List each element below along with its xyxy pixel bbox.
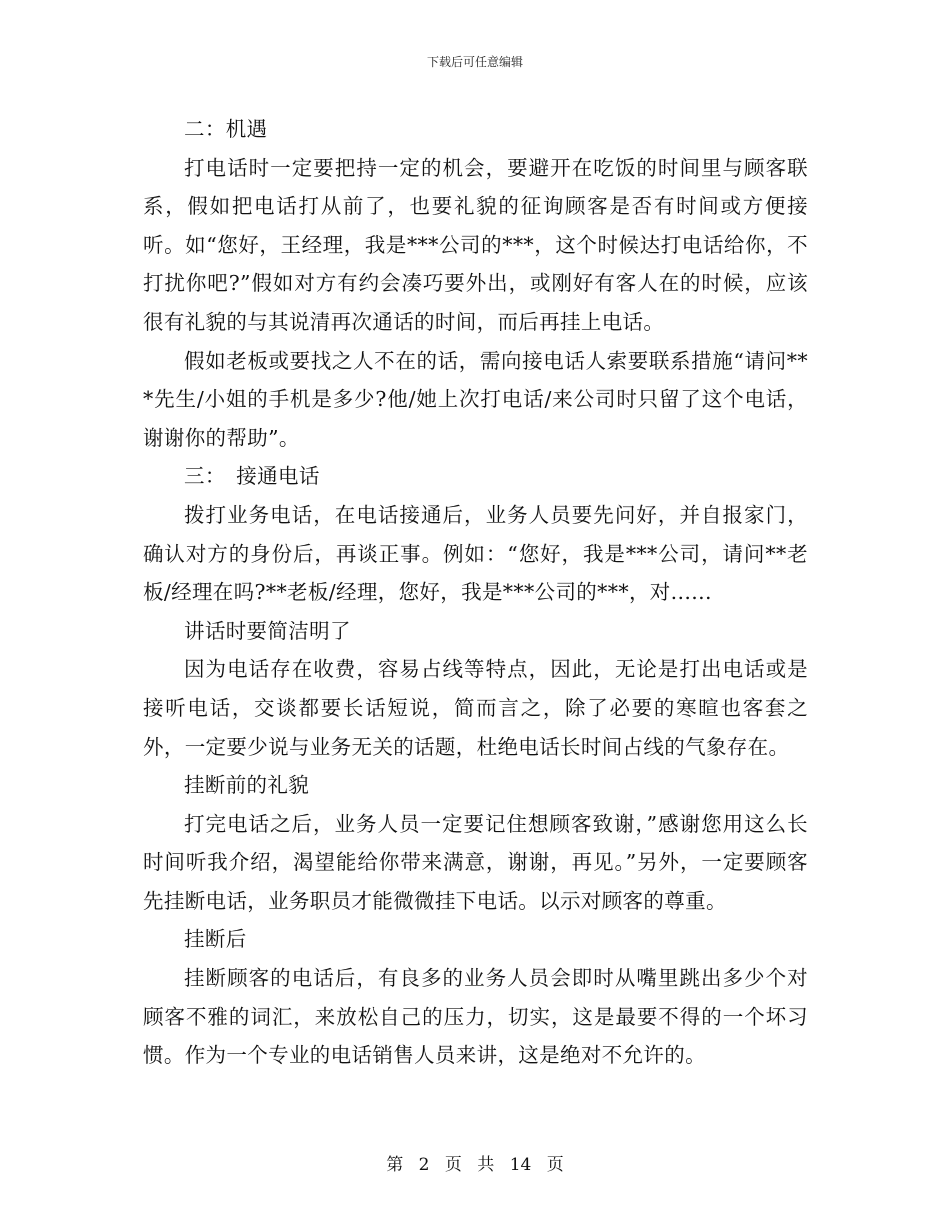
page-footer: [0, 1153, 950, 1177]
paragraph-concise: 因为电话存在收费，容易占线等特点，因此，无论是打出电话或是接听电话，交谈都要长话短说，简而言之，除了必要的寒暄也客套之外，一定要少说与业务无关的话题，杜绝电话长时间占线的气象存在。: [143, 657, 808, 759]
section-heading-connect-call: 三： 接通电话: [184, 464, 320, 489]
paragraph-absent-contact: 假如老板或要找之人不在的话，需向接电话人索要联系措施“请问***先生/小姐的手机是多少?他/她上次打电话/来公司时只留了这个电话，谢谢你的帮助”。: [143, 348, 809, 450]
footer-total-pages: 14: [509, 1155, 532, 1175]
footer-current-page: 2: [418, 1155, 430, 1175]
footer-total-word: 共: [477, 1155, 495, 1175]
footer-suffix: 页: [546, 1155, 564, 1175]
paragraph-courtesy: 打完电话之后，业务人员一定要记住想顾客致谢，”感谢您用这么长时间听我介绍，渴望能给你带来满意，谢谢，再见。”另外，一定要顾客先挂断电话，业务职员才能微微挂下电话。以示对顾客的尊重。: [143, 811, 808, 913]
document-body: [143, 110, 808, 1075]
footer-prefix: 第: [386, 1155, 404, 1175]
subheading-after-hangup: 挂断后: [184, 927, 247, 952]
subheading-courtesy-before-hangup: 挂断前的礼貌: [184, 773, 310, 798]
section-heading-opportunity: 二：机遇: [184, 117, 268, 141]
paragraph-timing: 打电话时一定要把持一定的机会，要避开在吃饭的时间里与顾客联系，假如把电话打从前了，也要礼貌的征询顾客是否有时间或方便接听。如“您好，王经理，我是***公司的***，这个时候达打电话给你，不打扰你吧?”假如对方有约会凑巧要外出，或刚好有客人在的时候，应该很有礼貌的与其说清再次通话的时间，而后再挂上电话。: [143, 155, 808, 334]
paragraph-greeting: 拨打业务电话，在电话接通后，业务人员要先问好，并自报家门，确认对方的身份后，再谈正事。例如：“您好，我是***公司，请问**老板/经理在吗?**老板/经理，您好，我是***公司的***，对......: [143, 502, 808, 605]
subheading-concise: 讲话时要简洁明了: [184, 618, 351, 643]
paragraph-after-hangup: 挂断顾客的电话后，有良多的业务人员会即时从嘴里跳出多少个对顾客不雅的词汇，来放松自己的压力，切实，这是最要不得的一个坏习惯。作为一个专业的电话销售人员来讲，这是绝对不允许的。: [143, 966, 808, 1068]
page-header: 下载后可任意编辑: [426, 55, 523, 69]
footer-page-word: 页: [444, 1155, 462, 1175]
